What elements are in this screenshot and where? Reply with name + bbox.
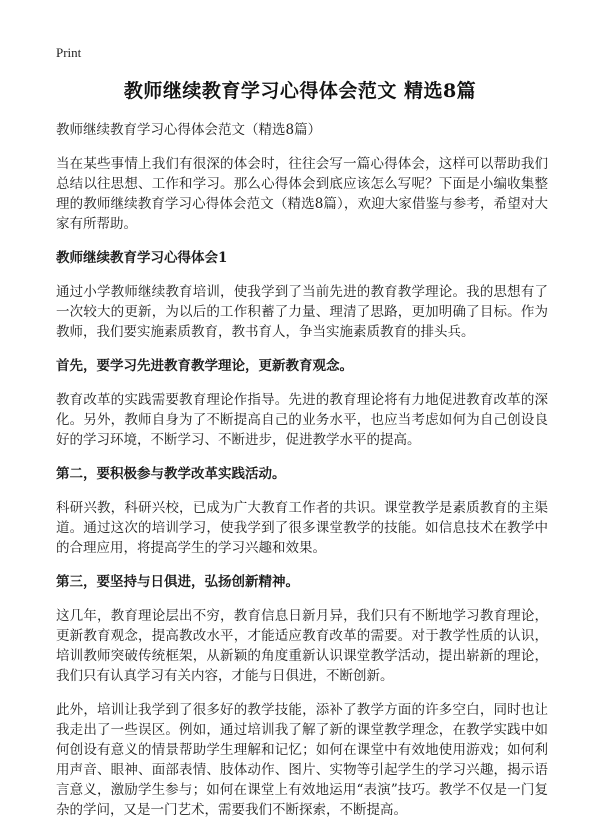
closing-paragraph: 此外，培训让我学到了很多好的教学技能，添补了教学方面的许多空白，同时也让我走出了一些误区。例如，通过培训我了解了新的课堂教学理念，在教学实践中如何创设有意义的情景帮助学生理解和记忆；如何在课堂中有效地使用游戏；如何利用声音、眼神、面部表情、肢体动作、图片、实物等引起学生的学习兴趣，揭示语言意义，激励学生参与；如何在课堂上有效地运用“表演”技巧。教学不仅是一门复杂的学问，又是一门艺术，需要我们不断探索，不断提高。 — [56, 702, 548, 818]
point-heading-3: 第三，要坚持与日俱进，弘扬创新精神。 — [56, 574, 299, 590]
point-paragraph-3: 这几年，教育理论层出不穷，教育信息日新月异，我们只有不断地学习教育理论，更新教育观念，提高教改水平，才能适应教育改革的需要。对于教学性质的认识，培训教师突破传统框架，从新颖的角度重新认识课堂教学活动，提出崭新的理论，我们只有认真学习有关内容，才能与日俱进，不断创新。 — [56, 608, 548, 684]
article-body — [56, 120, 548, 834]
page-title: 教师继续教育学习心得体会范文 精选8篇 — [123, 80, 477, 102]
point-paragraph-1: 教育改革的实践需要教育理论作指导。先进的教育理论将有力地促进教育改革的深化。另外，教师自身为了不断提高自己的业务水平，也应当考虑如何为自己创设良好的学习环境，不断学习、不断进步，促进教学水平的提高。 — [56, 392, 548, 448]
print-link[interactable]: Print — [56, 45, 82, 60]
article-subtitle: 教师继续教育学习心得体会范文（精选8篇） — [56, 122, 322, 138]
point-heading-2: 第二，要积极参与教学改革实践活动。 — [56, 466, 286, 482]
section-paragraph: 通过小学教师继续教育培训，使我学到了当前先进的教育教学理论。我的思想有了一次较大的更新，为以后的工作积蓄了力量、理清了思路，更加明确了目标。作为教师，我们要实施素质教育，教书育人，争当实施素质教育的排头兵。 — [56, 284, 548, 340]
point-heading-1: 首先，要学习先进教育教学理论，更新教育观念。 — [56, 358, 353, 374]
point-paragraph-2: 科研兴教，科研兴校，已成为广大教育工作者的共识。课堂教学是素质教育的主渠道。通过这次的培训学习，使我学到了很多课堂教学的技能。如信息技术在教学中的合理应用，将提高学生的学习兴趣和效果。 — [56, 500, 548, 556]
section-heading: 教师继续教育学习心得体会1 — [56, 250, 228, 266]
intro-paragraph: 当在某些事情上我们有很深的体会时，往往会写一篇心得体会，这样可以帮助我们总结以往思想、工作和学习。那么心得体会到底应该怎么写呢？下面是小编收集整理的教师继续教育学习心得体会范文（精选8篇），欢迎大家借鉴与参考，希望对大家有所帮助。 — [56, 156, 548, 232]
